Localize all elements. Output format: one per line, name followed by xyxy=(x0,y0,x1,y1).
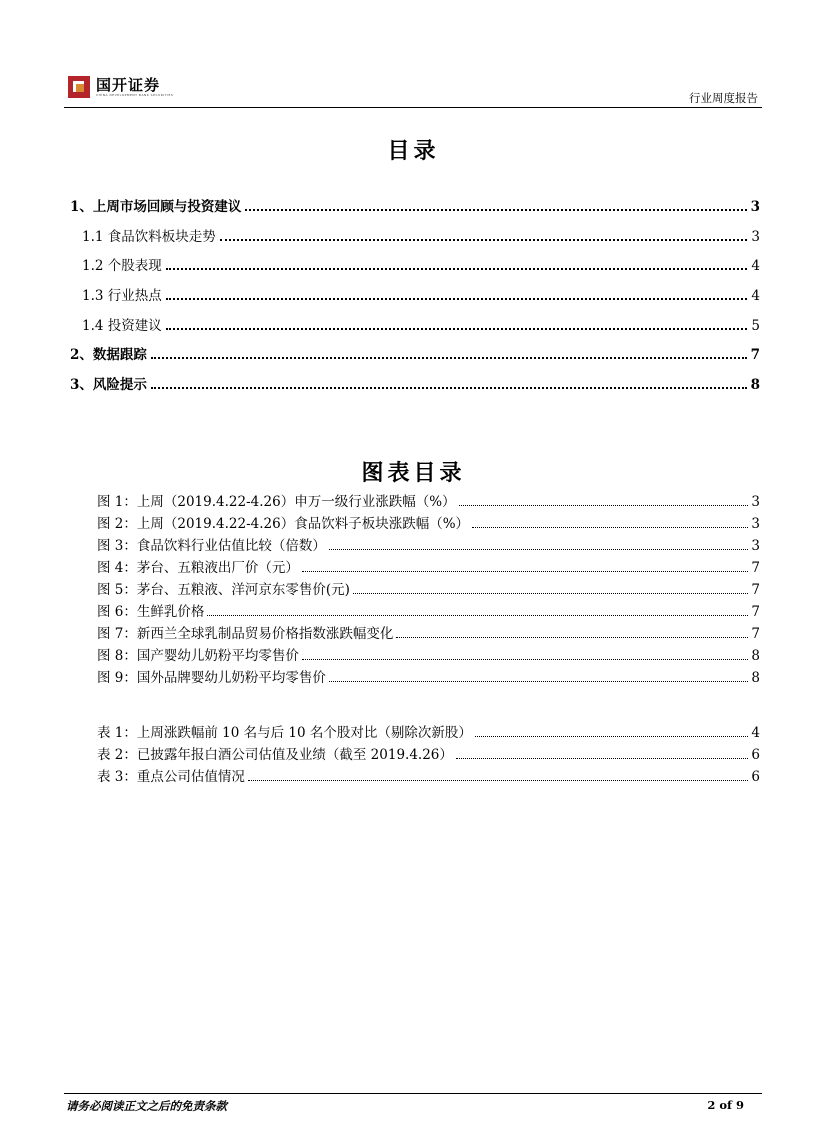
dot-leader xyxy=(302,571,749,572)
dot-leader xyxy=(329,549,749,550)
figure-entry-page: 3 xyxy=(751,494,760,510)
figure-entry-page: 7 xyxy=(751,604,760,620)
dot-leader xyxy=(166,268,748,270)
disclaimer-note: 请务必阅读正文之后的免责条款 xyxy=(66,1099,227,1113)
toc-entry[interactable] xyxy=(70,197,760,215)
dot-leader xyxy=(166,298,748,300)
figure-entry-page: 8 xyxy=(751,670,760,686)
dot-leader xyxy=(220,239,748,241)
toc-entry-label: 2、数据跟踪 xyxy=(70,347,147,363)
page-indicator: 2 of 9 xyxy=(707,1098,744,1112)
dot-leader xyxy=(475,736,749,737)
toc-entry-page: 4 xyxy=(751,288,760,304)
figure-entry-page: 7 xyxy=(751,560,760,576)
toc-entry-label: 1.1 食品饮料板块走势 xyxy=(82,229,216,245)
figure-entry-page: 3 xyxy=(751,538,760,554)
figure-entry-label: 图 8：国产婴幼儿奶粉平均零售价 xyxy=(97,648,299,664)
toc-entry-label: 1.2 个股表现 xyxy=(82,258,162,274)
toc-entry[interactable] xyxy=(70,256,760,274)
dot-leader xyxy=(166,328,748,330)
figure-entry[interactable] xyxy=(97,646,760,664)
table-entry-label: 表 3：重点公司估值情况 xyxy=(97,769,245,785)
dot-leader xyxy=(329,681,749,682)
table-entry-page: 4 xyxy=(751,725,760,741)
figure-entry[interactable] xyxy=(97,514,760,532)
figure-entry[interactable] xyxy=(97,602,760,620)
logo-mark-icon xyxy=(68,76,90,98)
report-type: 行业周度报告 xyxy=(689,91,758,105)
toc-entry-page: 3 xyxy=(751,229,760,245)
dot-leader xyxy=(151,387,747,389)
dot-leader xyxy=(353,593,748,594)
page-header xyxy=(64,74,762,108)
header-divider xyxy=(64,107,762,108)
toc-entry-label: 1.3 行业热点 xyxy=(82,288,162,304)
dot-leader xyxy=(248,780,749,781)
logo-name: 国开证券 xyxy=(96,76,161,94)
figure-entry-label: 图 9：国外品牌婴幼儿奶粉平均零售价 xyxy=(97,670,326,686)
logo-subtitle: CHINA DEVELOPMENT BANK SECURITIES xyxy=(96,93,174,97)
figure-entry[interactable] xyxy=(97,492,760,510)
figure-entry-label: 图 3：食品饮料行业估值比较（倍数） xyxy=(97,538,326,554)
figure-entry[interactable] xyxy=(97,668,760,686)
figure-entry-label: 图 6：生鲜乳价格 xyxy=(97,604,205,620)
dot-leader xyxy=(459,505,749,506)
toc-entry-label: 1.4 投资建议 xyxy=(82,318,162,334)
toc-entry-page: 5 xyxy=(751,318,760,334)
toc-entry[interactable] xyxy=(70,375,760,393)
toc-entry-page: 4 xyxy=(751,258,760,274)
figure-entry-label: 图 5：茅台、五粮液、洋河京东零售价(元) xyxy=(97,582,350,598)
figure-entry-page: 8 xyxy=(751,648,760,664)
dot-leader xyxy=(245,209,746,211)
figure-entry[interactable] xyxy=(97,536,760,554)
company-logo xyxy=(68,76,173,98)
dot-leader xyxy=(151,357,747,359)
dot-leader xyxy=(472,527,748,528)
dot-leader xyxy=(396,637,748,638)
table-entry-label: 表 1：上周涨跌幅前 10 名与后 10 名个股对比（剔除次新股） xyxy=(97,725,472,741)
toc-entry-label: 3、风险提示 xyxy=(70,377,147,393)
figures-title: 图表目录 xyxy=(361,460,466,486)
figure-entry-page: 3 xyxy=(751,516,760,532)
figure-entry[interactable] xyxy=(97,558,760,576)
figure-entry[interactable] xyxy=(97,624,760,642)
figure-entry-label: 图 7：新西兰全球乳制品贸易价格指数涨跌幅变化 xyxy=(97,626,394,642)
dot-leader xyxy=(207,615,748,616)
toc-title: 目录 xyxy=(387,138,440,164)
toc-entry[interactable] xyxy=(70,286,760,304)
table-entry[interactable] xyxy=(97,723,760,741)
toc-entry-page: 3 xyxy=(750,199,760,215)
figure-entry-label: 图 1：上周（2019.4.22-4.26）申万一级行业涨跌幅（%） xyxy=(97,494,456,510)
toc-entry-label: 1、上周市场回顾与投资建议 xyxy=(70,199,242,215)
figure-entry-label: 图 4：茅台、五粮液出厂价（元） xyxy=(97,560,299,576)
figure-entry[interactable] xyxy=(97,580,760,598)
toc-entry-page: 7 xyxy=(750,347,760,363)
figure-entry-page: 7 xyxy=(751,582,760,598)
table-entry[interactable] xyxy=(97,767,760,785)
table-entry-page: 6 xyxy=(751,769,760,785)
toc-entry-page: 8 xyxy=(750,377,760,393)
table-entry-label: 表 2：已披露年报白酒公司估值及业绩（截至 2019.4.26） xyxy=(97,747,453,763)
figure-entry-page: 7 xyxy=(751,626,760,642)
dot-leader xyxy=(302,659,749,660)
toc-entry[interactable] xyxy=(70,316,760,334)
dot-leader xyxy=(456,758,749,759)
footer-divider xyxy=(64,1093,762,1094)
toc-entry[interactable] xyxy=(70,345,760,363)
figure-entry-label: 图 2：上周（2019.4.22-4.26）食品饮料子板块涨跌幅（%） xyxy=(97,516,470,532)
table-entry[interactable] xyxy=(97,745,760,763)
toc-entry[interactable] xyxy=(70,227,760,245)
table-entry-page: 6 xyxy=(751,747,760,763)
